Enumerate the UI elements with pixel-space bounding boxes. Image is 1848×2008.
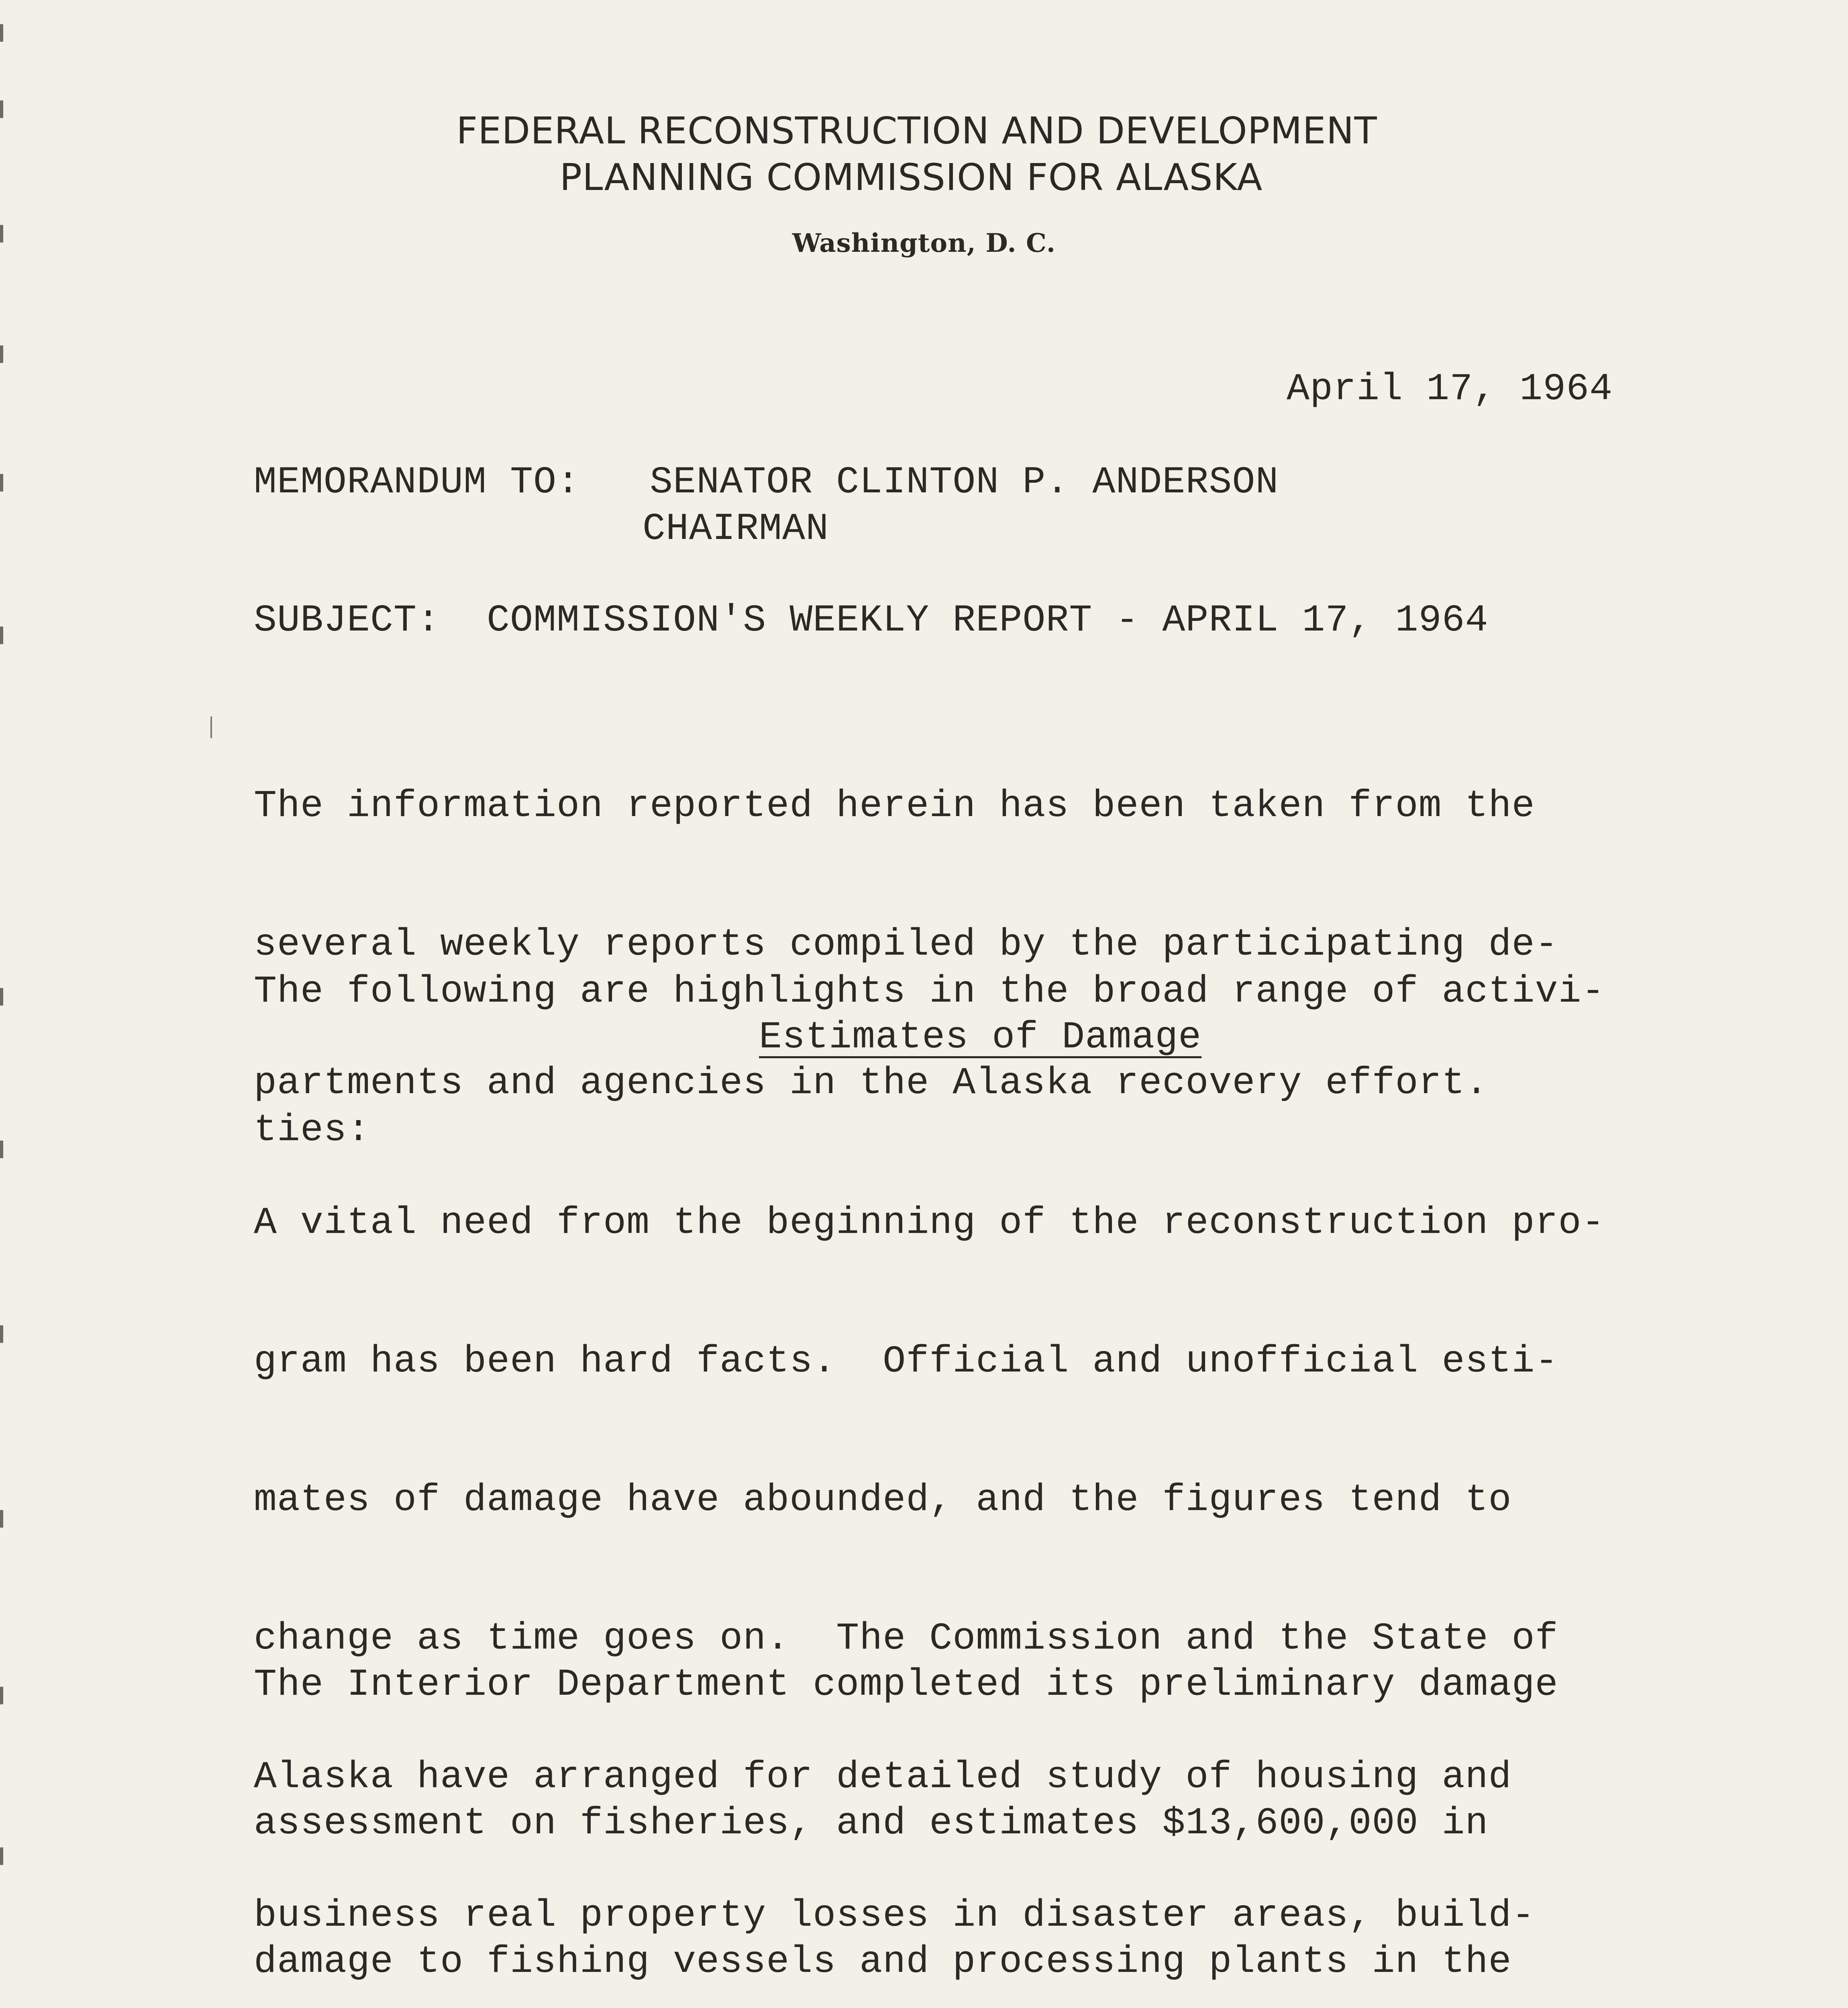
memo-date: April 17, 1964 bbox=[1287, 367, 1613, 411]
paragraph-line: mates of damage have abounded, and the figures tend to bbox=[254, 1478, 1512, 1522]
memo-subject-label: SUBJECT: bbox=[254, 599, 441, 642]
memo-to-label: MEMORANDUM TO: bbox=[254, 461, 580, 504]
letterhead-line-1: FEDERAL RECONSTRUCTION AND DEVELOPMENT bbox=[456, 109, 1377, 152]
paragraph-line: business real property losses in disaster areas, build- bbox=[254, 1894, 1535, 1937]
binder-mark bbox=[0, 24, 3, 42]
paragraph-line: Alaska have arranged for detailed study of housing and bbox=[254, 1755, 1512, 1799]
memo-subject: COMMISSION'S WEEKLY REPORT - APRIL 17, 1964 bbox=[487, 599, 1489, 642]
binder-mark bbox=[0, 345, 3, 363]
paragraph-line: The information reported herein has been taken from the bbox=[254, 784, 1535, 828]
paragraph-line: several weekly reports compiled by the participating de- bbox=[254, 923, 1558, 966]
paragraph-line: assessment on fisheries, and estimates $13,600,000 in bbox=[254, 1802, 1489, 1845]
letterhead-line-2: PLANNING COMMISSION FOR ALASKA bbox=[559, 156, 1263, 199]
paragraph-line: A vital need from the beginning of the reconstruction pro- bbox=[254, 1201, 1605, 1245]
paragraph-line: gram has been hard facts. Official and unofficial esti- bbox=[254, 1340, 1558, 1383]
paragraph-line: damage to fishing vessels and processing plants in the bbox=[254, 1940, 1512, 1984]
memo-to-line bbox=[254, 459, 1279, 506]
binder-mark bbox=[0, 1325, 3, 1343]
binder-mark bbox=[0, 1847, 3, 1865]
binder-mark bbox=[0, 474, 3, 492]
memo-to-title: CHAIRMAN bbox=[643, 507, 829, 551]
section-heading: Estimates of Damage bbox=[759, 1016, 1202, 1059]
paragraph-line: The Interior Department completed its preliminary damage bbox=[254, 1663, 1558, 1706]
memo-subject-line bbox=[254, 598, 1489, 644]
binder-mark bbox=[0, 1141, 3, 1158]
paragraph-line: partments and agencies in the Alaska recovery effort. bbox=[254, 1061, 1489, 1105]
memo-to-name: SENATOR CLINTON P. ANDERSON bbox=[650, 461, 1279, 504]
paragraph-line: ties: bbox=[254, 1108, 371, 1152]
paragraph-line: change as time goes on. The Commission and the State of bbox=[254, 1617, 1558, 1660]
binder-mark bbox=[0, 988, 3, 1006]
letterhead-location: Washington, D. C. bbox=[792, 228, 1056, 258]
margin-pencil-mark bbox=[210, 716, 212, 738]
binder-mark bbox=[0, 1687, 3, 1704]
paragraph-geological-survey bbox=[254, 1940, 1628, 2008]
binder-mark bbox=[0, 626, 3, 644]
paragraph-line: The following are highlights in the broad range of activi- bbox=[254, 970, 1605, 1013]
binder-mark bbox=[0, 1510, 3, 1528]
